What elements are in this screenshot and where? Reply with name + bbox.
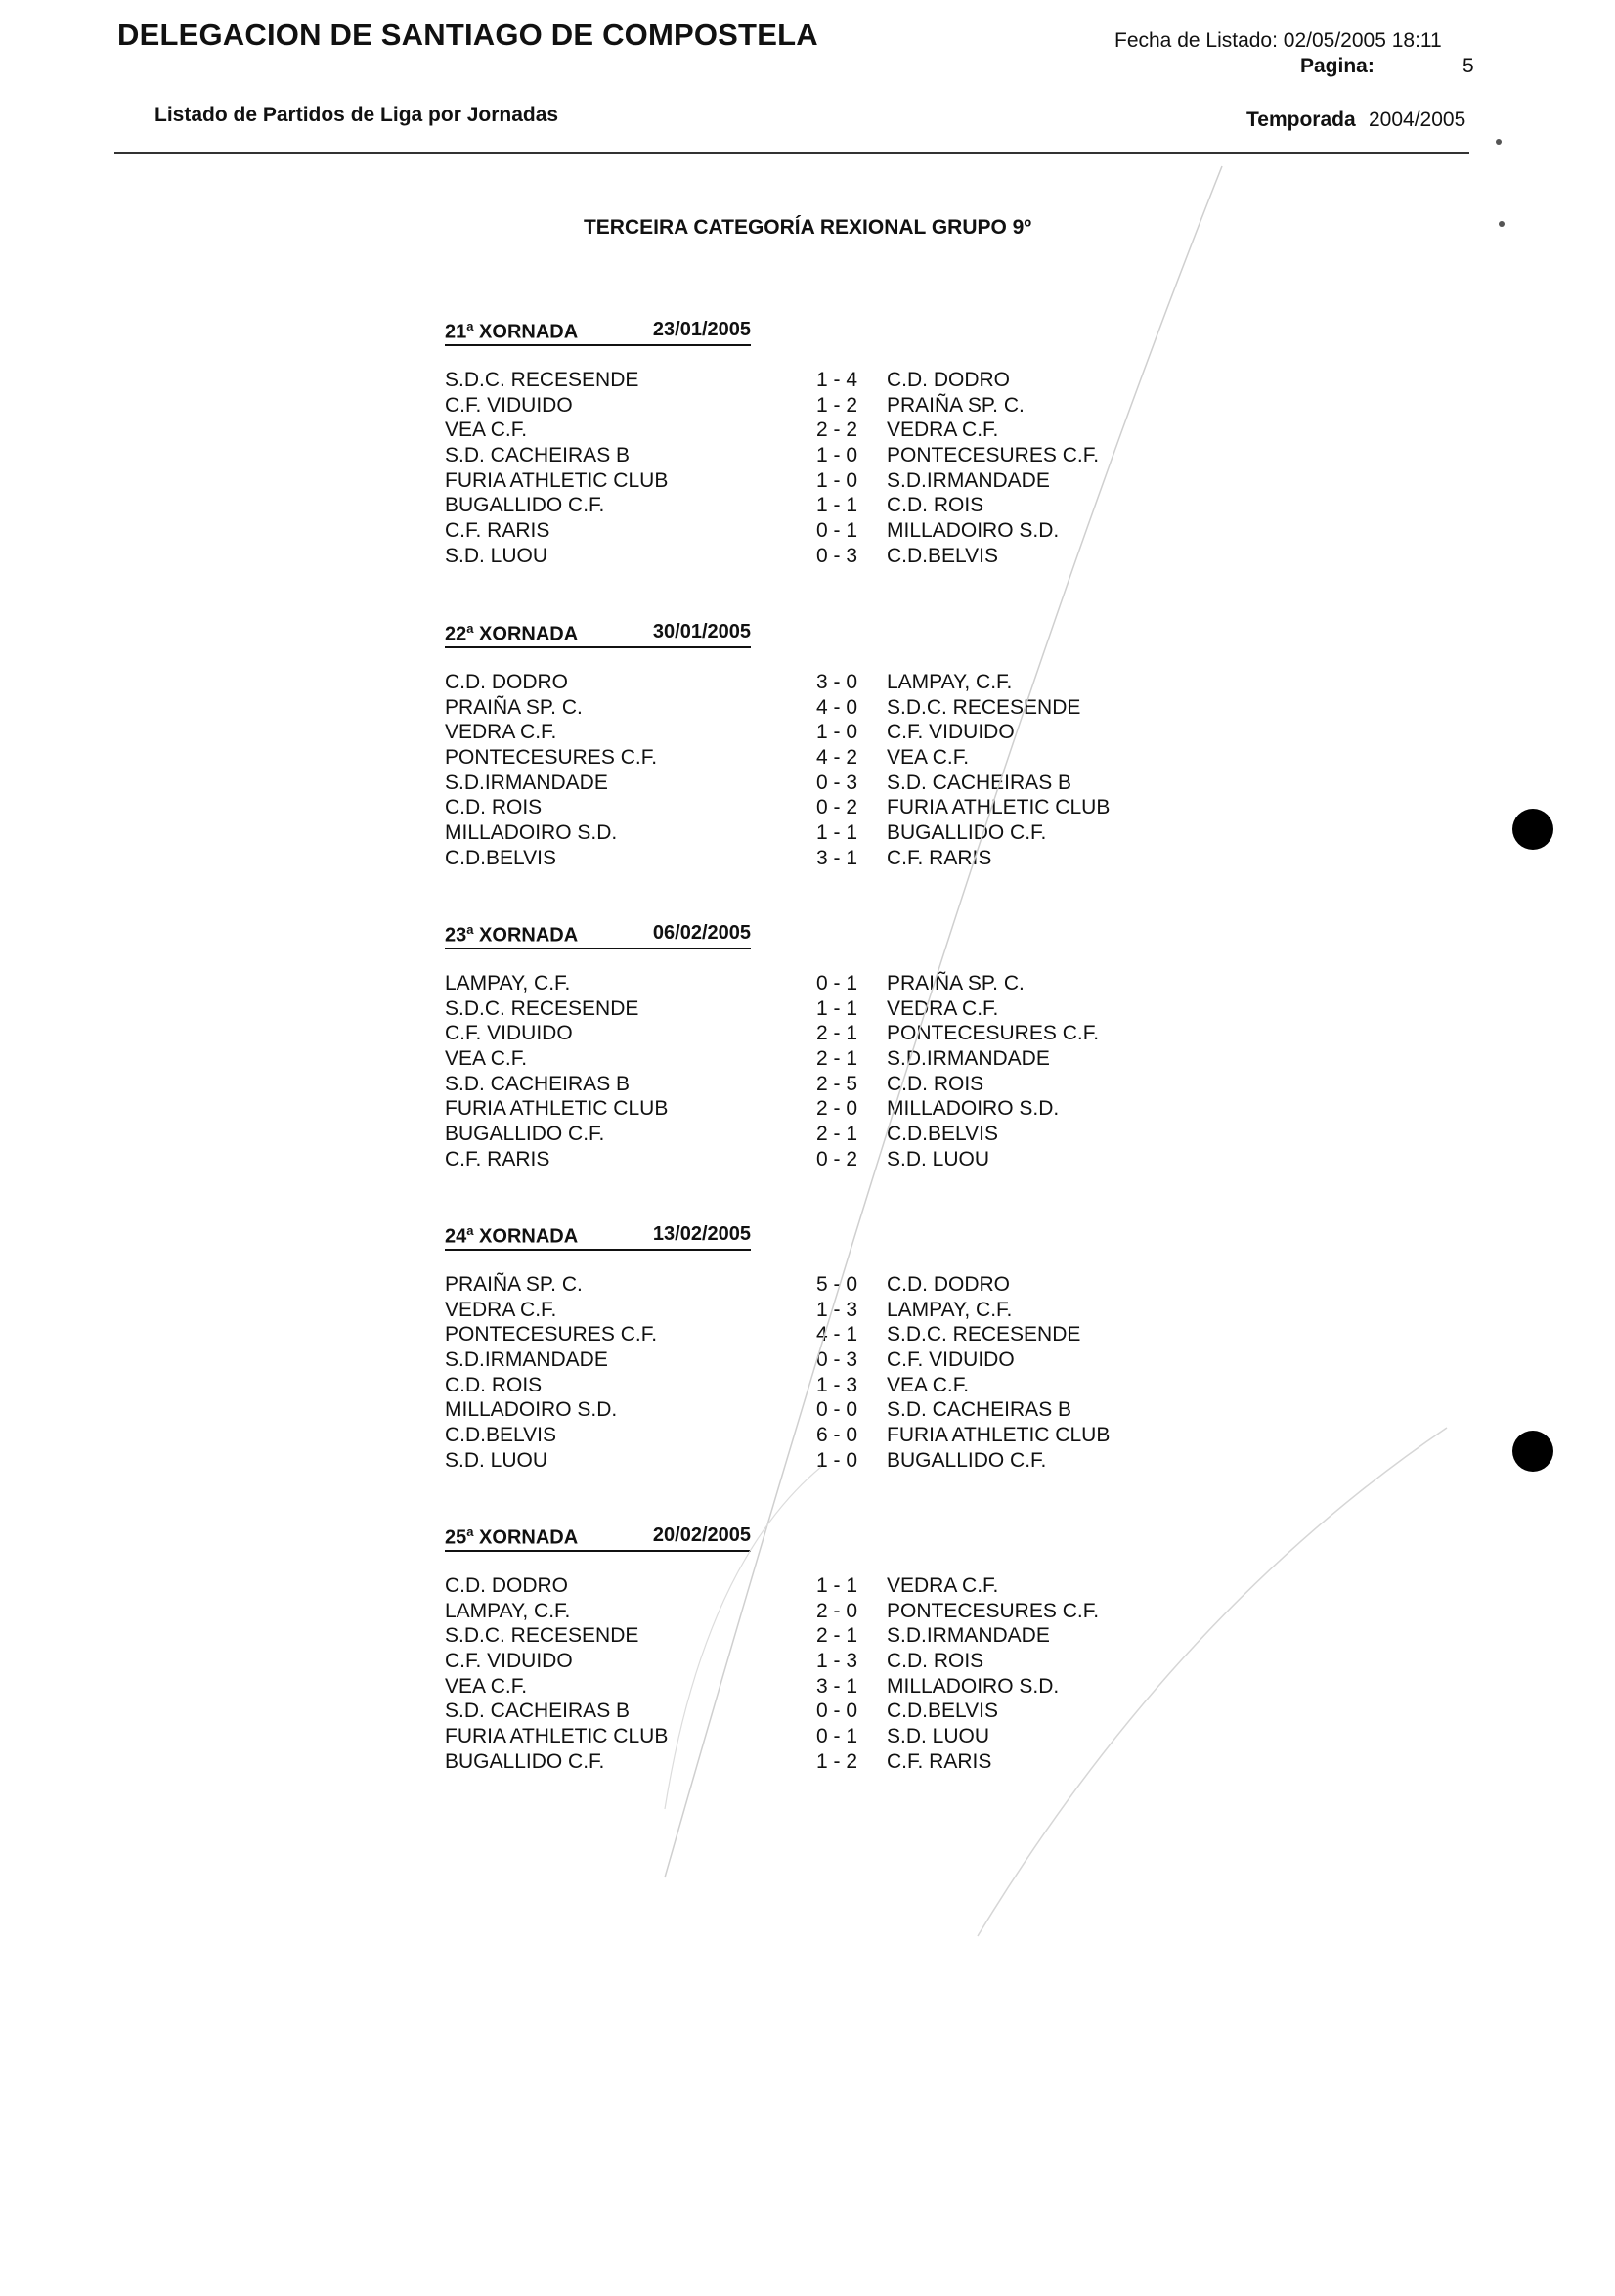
home-team: C.D. DODRO <box>445 671 568 693</box>
round-section <box>445 1223 1111 1472</box>
away-team: FURIA ATHLETIC CLUB <box>887 1424 1111 1447</box>
round-section <box>445 621 1111 869</box>
away-team: MILLADOIRO S.D. <box>887 519 1060 543</box>
home-team: VEA C.F. <box>445 1674 528 1698</box>
match-row <box>445 971 1227 996</box>
home-team: FURIA ATHLETIC CLUB <box>445 1097 669 1121</box>
match-row <box>445 393 1227 419</box>
category-title: TERCEIRA CATEGORÍA REXIONAL GRUPO 9º <box>583 216 1032 239</box>
match-score: 3 - 1 <box>816 846 858 869</box>
away-team: S.D. CACHEIRAS B <box>887 1398 1072 1422</box>
match-row <box>445 745 1227 771</box>
match-list <box>445 1573 1227 1775</box>
match-score: 2 - 5 <box>816 1072 858 1095</box>
away-team: C.D. DODRO <box>887 1273 1010 1296</box>
match-row <box>445 1021 1227 1046</box>
home-team: C.D.BELVIS <box>445 1424 556 1447</box>
match-row <box>445 1272 1227 1298</box>
listing-date: Fecha de Listado: 02/05/2005 18:11 <box>1114 29 1442 52</box>
match-row <box>445 468 1227 494</box>
match-score: 2 - 0 <box>816 1599 858 1622</box>
away-team: C.D. DODRO <box>887 369 1010 391</box>
header-divider <box>114 152 1469 154</box>
away-team: BUGALLIDO C.F. <box>887 1448 1047 1472</box>
match-row <box>445 1573 1227 1599</box>
home-team: PONTECESURES C.F. <box>445 746 658 770</box>
match-score: 5 - 0 <box>816 1273 858 1296</box>
match-score: 0 - 0 <box>816 1398 858 1422</box>
home-team: S.D. CACHEIRAS B <box>445 1072 631 1095</box>
match-score: 0 - 2 <box>816 1147 858 1170</box>
match-row <box>445 1448 1227 1474</box>
away-team: C.D.BELVIS <box>887 1700 998 1723</box>
home-team: C.D.BELVIS <box>445 846 556 869</box>
match-score: 1 - 1 <box>816 1574 858 1597</box>
match-score: 4 - 2 <box>816 746 858 770</box>
match-score: 0 - 1 <box>816 519 858 543</box>
round-header <box>445 621 751 648</box>
round-section <box>445 1524 1100 1773</box>
organization-title: DELEGACION DE SANTIAGO DE COMPOSTELA <box>117 18 818 52</box>
match-score: 4 - 1 <box>816 1323 858 1347</box>
away-team: VEDRA C.F. <box>887 996 999 1020</box>
match-row <box>445 1046 1227 1072</box>
round-header <box>445 319 751 346</box>
match-row <box>445 670 1227 695</box>
match-score: 0 - 1 <box>816 972 858 994</box>
match-score: 0 - 1 <box>816 1725 858 1748</box>
match-row <box>445 1096 1227 1122</box>
match-row <box>445 1699 1227 1724</box>
match-score: 2 - 1 <box>816 1047 858 1071</box>
match-row <box>445 1373 1227 1398</box>
away-team: PRAIÑA SP. C. <box>887 972 1025 994</box>
match-row <box>445 1649 1227 1674</box>
home-team: BUGALLIDO C.F. <box>445 494 605 517</box>
page-number: 5 <box>1462 55 1474 77</box>
match-score: 2 - 1 <box>816 1123 858 1146</box>
match-score: 2 - 2 <box>816 419 858 442</box>
away-team: PONTECESURES C.F. <box>887 1022 1100 1045</box>
match-score: 3 - 0 <box>816 671 858 693</box>
home-team: BUGALLIDO C.F. <box>445 1749 605 1773</box>
match-row <box>445 795 1227 820</box>
away-team: PONTECESURES C.F. <box>887 444 1100 467</box>
match-score: 1 - 2 <box>816 393 858 417</box>
match-row <box>445 1347 1227 1373</box>
match-row <box>445 1599 1227 1624</box>
away-team: C.D.BELVIS <box>887 544 998 567</box>
away-team: C.F. VIDUIDO <box>887 1348 1015 1372</box>
home-team: LAMPAY, C.F. <box>445 1599 571 1622</box>
away-team: MILLADOIRO S.D. <box>887 1674 1060 1698</box>
match-row <box>445 418 1227 443</box>
match-score: 2 - 0 <box>816 1097 858 1121</box>
away-team: C.F. VIDUIDO <box>887 721 1015 744</box>
away-team: LAMPAY, C.F. <box>887 671 1013 693</box>
match-score: 1 - 3 <box>816 1298 858 1321</box>
away-team: PRAIÑA SP. C. <box>887 393 1025 417</box>
match-score: 2 - 1 <box>816 1022 858 1045</box>
home-team: S.D.IRMANDADE <box>445 771 608 794</box>
match-row <box>445 771 1227 796</box>
round-title: 25$^a$ XORNADA <box>445 1524 579 1549</box>
home-team: VEA C.F. <box>445 1047 528 1071</box>
away-team: S.D. LUOU <box>887 1147 990 1170</box>
season-value: 2004/2005 <box>1369 109 1466 131</box>
away-team: VEA C.F. <box>887 1373 970 1396</box>
away-team: S.D. LUOU <box>887 1725 990 1748</box>
match-row <box>445 820 1227 846</box>
match-row <box>445 1397 1227 1423</box>
home-team: BUGALLIDO C.F. <box>445 1123 605 1146</box>
page-label: Pagina: <box>1300 55 1375 77</box>
home-team: LAMPAY, C.F. <box>445 972 571 994</box>
away-team: VEDRA C.F. <box>887 1574 999 1597</box>
home-team: S.D. LUOU <box>445 544 548 567</box>
home-team: VEDRA C.F. <box>445 1298 557 1321</box>
match-row <box>445 544 1227 569</box>
away-team: C.D. ROIS <box>887 1650 984 1673</box>
match-row <box>445 1674 1227 1700</box>
round-section <box>445 922 1100 1170</box>
match-row <box>445 996 1227 1022</box>
away-team: FURIA ATHLETIC CLUB <box>887 796 1111 819</box>
home-team: C.D. ROIS <box>445 1373 543 1396</box>
match-score: 3 - 1 <box>816 1674 858 1698</box>
home-team: S.D.C. RECESENDE <box>445 1624 639 1648</box>
home-team: C.F. RARIS <box>445 1147 550 1170</box>
match-row <box>445 720 1227 745</box>
match-score: 2 - 1 <box>816 1624 858 1648</box>
match-list <box>445 1272 1227 1474</box>
match-row <box>445 1749 1227 1775</box>
home-team: C.D. DODRO <box>445 1574 568 1597</box>
round-header <box>445 1524 751 1552</box>
match-list <box>445 368 1227 569</box>
match-score: 1 - 3 <box>816 1373 858 1396</box>
home-team: S.D.IRMANDADE <box>445 1348 608 1372</box>
listing-title: Listado de Partidos de Liga por Jornadas <box>154 104 559 126</box>
home-team: FURIA ATHLETIC CLUB <box>445 1725 669 1748</box>
round-date: 23/01/2005 <box>652 319 751 340</box>
away-team: S.D.IRMANDADE <box>887 1624 1050 1648</box>
match-score: 6 - 0 <box>816 1424 858 1447</box>
match-score: 1 - 1 <box>816 494 858 517</box>
round-date: 13/02/2005 <box>652 1223 751 1245</box>
away-team: BUGALLIDO C.F. <box>887 821 1047 845</box>
home-team: PRAIÑA SP. C. <box>445 1273 583 1296</box>
match-row <box>445 518 1227 544</box>
match-score: 1 - 0 <box>816 1448 858 1472</box>
round-title: 21$^a$ XORNADA <box>445 319 579 343</box>
away-team: S.D.C. RECESENDE <box>887 1323 1081 1347</box>
round-title: 23$^a$ XORNADA <box>445 922 579 947</box>
match-row <box>445 1298 1227 1323</box>
away-team: LAMPAY, C.F. <box>887 1298 1013 1321</box>
home-team: S.D.C. RECESENDE <box>445 369 639 391</box>
match-list <box>445 971 1227 1172</box>
home-team: C.D. ROIS <box>445 796 543 819</box>
match-score: 1 - 1 <box>816 821 858 845</box>
away-team: C.D.BELVIS <box>887 1123 998 1146</box>
match-row <box>445 846 1227 871</box>
away-team: PONTECESURES C.F. <box>887 1599 1100 1622</box>
match-row <box>445 1122 1227 1147</box>
round-title: 24$^a$ XORNADA <box>445 1223 579 1248</box>
round-date: 06/02/2005 <box>652 922 751 944</box>
match-row <box>445 695 1227 721</box>
match-score: 1 - 0 <box>816 721 858 744</box>
away-team: S.D. CACHEIRAS B <box>887 771 1072 794</box>
match-score: 1 - 2 <box>816 1749 858 1773</box>
match-score: 0 - 3 <box>816 544 858 567</box>
match-score: 1 - 0 <box>816 444 858 467</box>
match-score: 1 - 4 <box>816 369 858 391</box>
match-row <box>445 1623 1227 1649</box>
match-row <box>445 493 1227 518</box>
match-row <box>445 1322 1227 1347</box>
home-team: VEA C.F. <box>445 419 528 442</box>
season-label: Temporada <box>1246 109 1356 131</box>
match-score: 0 - 0 <box>816 1700 858 1723</box>
home-team: PONTECESURES C.F. <box>445 1323 658 1347</box>
round-date: 20/02/2005 <box>652 1524 751 1546</box>
away-team: VEDRA C.F. <box>887 419 999 442</box>
match-row <box>445 368 1227 393</box>
home-team: S.D. LUOU <box>445 1448 548 1472</box>
away-team: C.F. RARIS <box>887 1749 992 1773</box>
match-score: 0 - 3 <box>816 771 858 794</box>
match-row <box>445 1423 1227 1448</box>
match-row <box>445 1724 1227 1749</box>
away-team: S.D.IRMANDADE <box>887 1047 1050 1071</box>
match-score: 0 - 3 <box>816 1348 858 1372</box>
away-team: S.D.C. RECESENDE <box>887 695 1081 719</box>
home-team: C.F. VIDUIDO <box>445 1650 573 1673</box>
away-team: S.D.IRMANDADE <box>887 468 1050 492</box>
match-score: 1 - 3 <box>816 1650 858 1673</box>
home-team: C.F. VIDUIDO <box>445 393 573 417</box>
away-team: C.F. RARIS <box>887 846 992 869</box>
home-team: PRAIÑA SP. C. <box>445 695 583 719</box>
round-date: 30/01/2005 <box>652 621 751 642</box>
home-team: VEDRA C.F. <box>445 721 557 744</box>
match-list <box>445 670 1227 871</box>
home-team: FURIA ATHLETIC CLUB <box>445 468 669 492</box>
round-title: 22$^a$ XORNADA <box>445 621 579 645</box>
home-team: MILLADOIRO S.D. <box>445 821 618 845</box>
match-score: 1 - 1 <box>816 996 858 1020</box>
round-header <box>445 1223 751 1251</box>
match-row <box>445 1072 1227 1097</box>
away-team: C.D. ROIS <box>887 1072 984 1095</box>
home-team: S.D. CACHEIRAS B <box>445 444 631 467</box>
round-section <box>445 319 1100 567</box>
home-team: C.F. VIDUIDO <box>445 1022 573 1045</box>
match-score: 0 - 2 <box>816 796 858 819</box>
home-team: S.D. CACHEIRAS B <box>445 1700 631 1723</box>
round-header <box>445 922 751 949</box>
away-team: C.D. ROIS <box>887 494 984 517</box>
away-team: MILLADOIRO S.D. <box>887 1097 1060 1121</box>
match-score: 4 - 0 <box>816 695 858 719</box>
punch-hole <box>1512 809 1553 850</box>
match-row <box>445 1147 1227 1172</box>
home-team: S.D.C. RECESENDE <box>445 996 639 1020</box>
home-team: MILLADOIRO S.D. <box>445 1398 618 1422</box>
match-score: 1 - 0 <box>816 468 858 492</box>
punch-hole <box>1512 1431 1553 1472</box>
match-row <box>445 443 1227 468</box>
away-team: VEA C.F. <box>887 746 970 770</box>
home-team: C.F. RARIS <box>445 519 550 543</box>
